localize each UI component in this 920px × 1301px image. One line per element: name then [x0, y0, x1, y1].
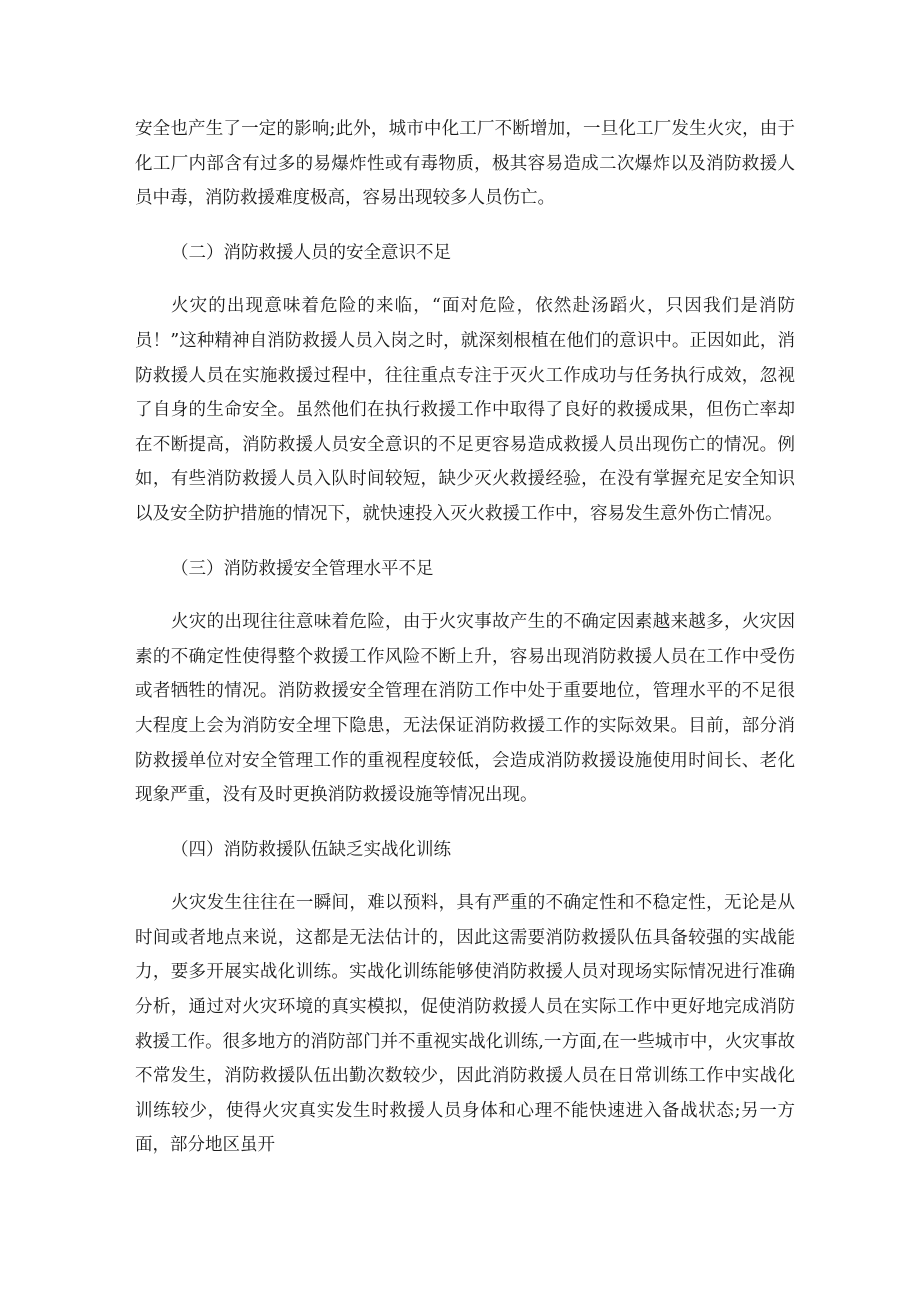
paragraph-intro: 安全也产生了一定的影响;此外，城市中化工厂不断增加，一旦化工厂发生火灾，由于化工厂内部含有过多的易爆炸性或有毒物质，极其容易造成二次爆炸以及消防救援人员中毒，消防救援难度极高，容易出现较多人员伤亡。: [135, 119, 795, 209]
paragraph-safety-awareness: 火灾的出现意味着危险的来临，“面对危险，依然赴汤蹈火，只因我们是消防员！”这种精神自消防救援人员入岗之时，就深刻根植在他们的意识中。正因如此，消防救援人员在实施救援过程中，往往重点专注于灭火工作成功与任务执行成效，忽视了自身的生命安全。虽然他们在执行救援工作中取得了良好的救援成果，但伤亡率却在不断提高，消防救援人员安全意识的不足更容易造成救援人员出现伤亡的情况。例如，有些消防救援人员入队时间较短，缺少灭火救援经验，在没有掌握充足安全知识以及安全防护措施的情况下，就快速投入灭火救援工作中，容易发生意外伤亡情况。: [135, 296, 795, 524]
paragraph-training: 火灾发生往往在一瞬间，难以预料，具有严重的不确定性和不稳定性，无论是从时间或者地点来说，这都是无法估计的，因此这需要消防救援队伍具备较强的实战能力，要多开展实战化训练。实战化训练能够使消防救援人员对现场实际情况进行准确分析，通过对火灾环境的真实模拟，促使消防救援人员在实际工作中更好地完成消防救援工作。很多地方的消防部门并不重视实战化训练,一方面,在一些城市中，火灾事故不常发生，消防救援队伍出勤次数较少，因此消防救援人员在日常训练工作中实战化训练较少，使得火灾真实发生时救援人员身体和心理不能快速进入备战状态;另一方面，部分地区虽开: [135, 893, 795, 1156]
document-page: [135, 112, 795, 1163]
section-heading-4: （四）消防救援队伍缺乏实战化训练: [171, 839, 451, 860]
section-heading-3: （三）消防救援安全管理水平不足: [171, 558, 434, 579]
section-heading-2: （二）消防救援人员的安全意识不足: [171, 242, 451, 263]
paragraph-safety-management: 火灾的出现往往意味着危险，由于火灾事故产生的不确定因素越来越多，火灾因素的不确定性使得整个救援工作风险不断上升，容易出现消防救援人员在工作中受伤或者牺牲的情况。消防救援安全管理在消防工作中处于重要地位，管理水平的不足很大程度上会为消防安全埋下隐患，无法保证消防救援工作的实际效果。目前，部分消防救援单位对安全管理工作的重视程度较低，会造成消防救援设施使用时间长、老化现象严重，没有及时更换消防救援设施等情况出现。: [135, 612, 795, 806]
